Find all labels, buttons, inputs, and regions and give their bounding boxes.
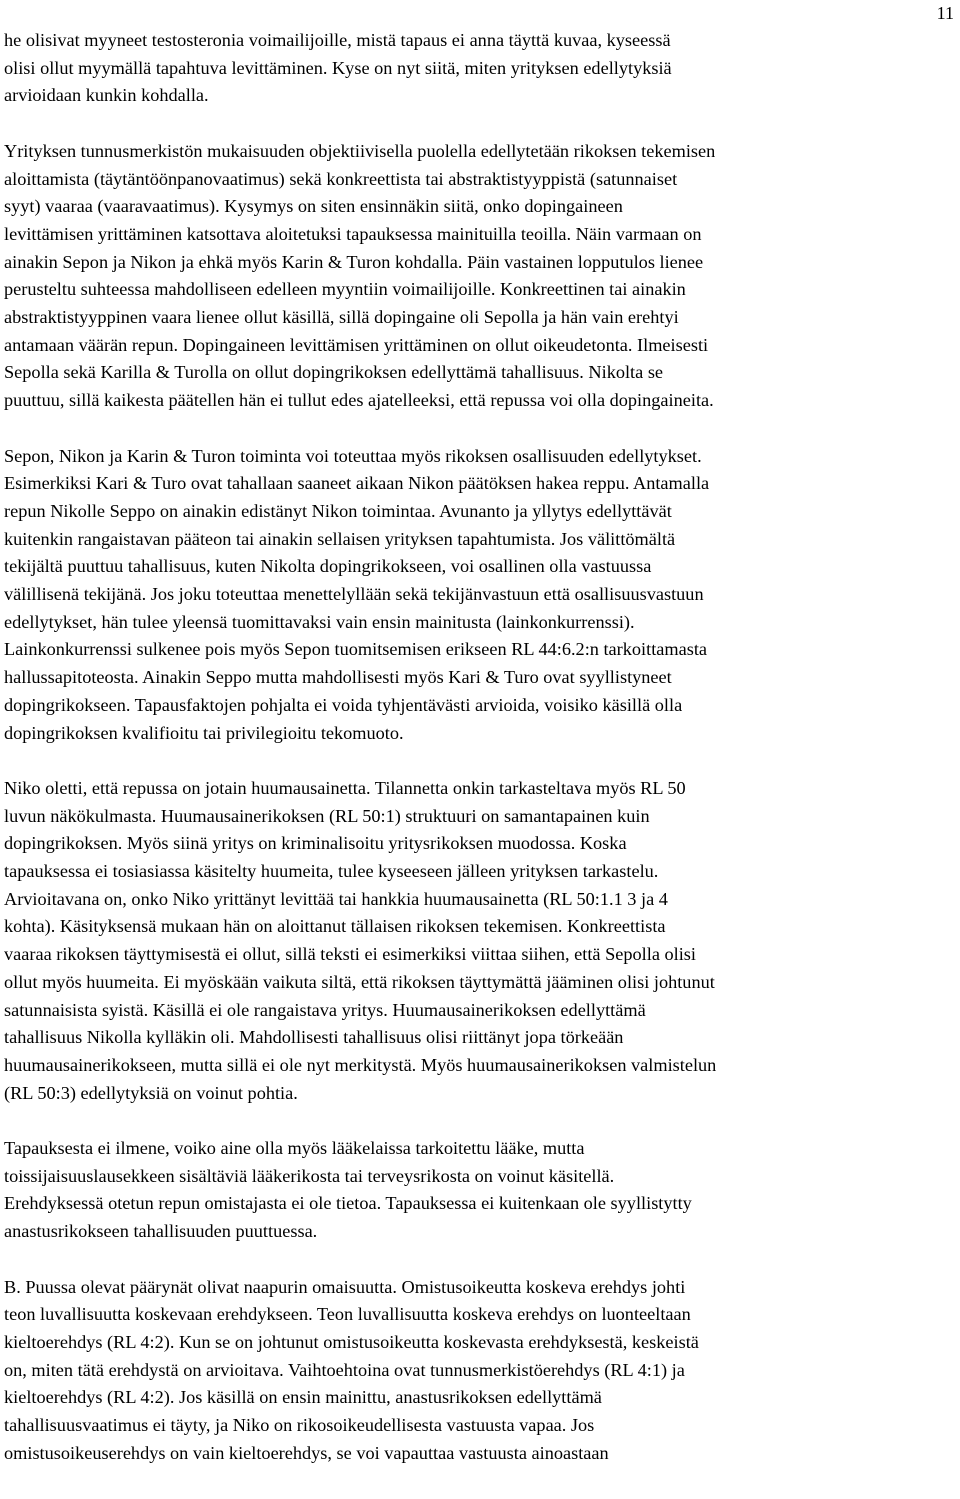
paragraph-1 bbox=[4, 27, 956, 110]
text-line: olisi ollut myymällä tapahtuva levittäminen. Kyse on nyt siitä, miten yrityksen edellytyksiä bbox=[4, 57, 672, 78]
text-line: dopingrikokseen. Tapausfaktojen pohjalta ei voida tyhjentävästi arvioida, voisiko käsillä olla bbox=[4, 694, 683, 715]
text-line: Arvioitavana on, onko Niko yrittänyt levittää tai hankkia huumausainetta (RL 50:1.1 3 ja 4 bbox=[4, 888, 668, 909]
text-line: satunnaisista syistä. Käsillä ei ole rangaistava yritys. Huumausainerikoksen edellyttämä bbox=[4, 999, 646, 1020]
text-line: B. Puussa olevat päärynät olivat naapurin omaisuutta. Omistusoikeutta koskeva erehdys johti bbox=[4, 1276, 686, 1297]
text-line: tekijältä puuttuu tahallisuus, kuten Nikolta dopingrikokseen, voi osallinen olla vastuussa bbox=[4, 556, 652, 577]
text-line: tapauksessa ei tosiasiassa käsitelty huumeita, tulee kyseeseen jälleen yrityksen tarkastelu. bbox=[4, 861, 659, 882]
text-line: Niko oletti, että repussa on jotain huumausainetta. Tilannetta onkin tarkasteltava myös RL 50 bbox=[4, 777, 686, 798]
text-line: vaaraa rikoksen täyttymisestä ei ollut, sillä teksti ei esimerkiksi viittaa siihen, että Sepolla olisi bbox=[4, 944, 696, 965]
text-line: perusteltu suhteessa mahdolliseen edelleen myyntiin voimailijoille. Konkreettinen tai ainakin bbox=[4, 279, 686, 300]
text-line: hallussapitoteosta. Ainakin Seppo mutta mahdollisesti myös Kari & Turo ovat syyllistyneet bbox=[4, 667, 672, 688]
text-line: omistusoikeuserehdys on vain kieltoerehdys, se voi vapauttaa vastuusta ainoastaan bbox=[4, 1442, 609, 1463]
paragraph-2 bbox=[4, 138, 956, 415]
paragraph-gap bbox=[4, 747, 956, 775]
text-line: he olisivat myyneet testosteronia voimailijoille, mistä tapaus ei anna täyttä kuvaa, kyseessä bbox=[4, 30, 671, 50]
text-line: ainakin Sepon ja Nikon ja ehkä myös Karin & Turon kohdalla. Päin vastainen lopputulos lienee bbox=[4, 251, 704, 272]
text-line: (RL 50:3) edellytyksiä on voinut pohtia. bbox=[4, 1082, 298, 1103]
text-line: levittämisen yrittäminen katsottava aloitetuksi tapauksessa mainituilla teoilla. Näin varmaan on bbox=[4, 223, 702, 244]
text-line: repun Nikolle Seppo on ainakin edistänyt Nikon toimintaa. Avunanto ja yllytys edellyttävät bbox=[4, 500, 672, 521]
text-line: huumausainerikokseen, mutta sillä ei ole nyt merkitystä. Myös huumausainerikoksen valmistelun bbox=[4, 1054, 717, 1075]
paragraph-gap bbox=[4, 415, 956, 443]
text-line: edellytykset, hän tulee yleensä tuomittavaksi vain ensin mainitusta (lainkonkurrenssi). bbox=[4, 611, 635, 632]
text-line: tahallisuus Nikolla kylläkin oli. Mahdollisesti tahallisuus olisi riittänyt jopa törkeään bbox=[4, 1027, 624, 1048]
text-line: kieltoerehdys (RL 4:2). Jos käsillä on ensin mainittu, anastusrikoksen edellyttämä bbox=[4, 1387, 602, 1408]
text-line: aloittamista (täytäntöönpanovaatimus) sekä konkreettista tai abstraktistyyppistä (satunnaiset bbox=[4, 168, 678, 189]
text-line: antamaan väärän repun. Dopingaineen levittämisen yrittäminen on ollut oikeudetonta. Ilmeisesti bbox=[4, 334, 709, 355]
paragraph-gap bbox=[4, 1107, 956, 1135]
text-line: kieltoerehdys (RL 4:2). Kun se on johtunut omistusoikeutta koskevasta erehdyksestä, keskeistä bbox=[4, 1331, 699, 1352]
document-body bbox=[4, 27, 956, 1467]
paragraph-gap bbox=[4, 1246, 956, 1274]
text-line: teon luvallisuutta koskevaan erehdykseen. Teon luvallisuutta koskeva erehdys on luonteeltaan bbox=[4, 1304, 691, 1325]
text-line: anastusrikokseen tahallisuuden puuttuessa. bbox=[4, 1221, 318, 1242]
text-line: dopingrikoksen kvalifioitu tai privilegioitu tekomuoto. bbox=[4, 722, 404, 743]
text-line: Lainkonkurrenssi sulkenee pois myös Sepon tuomitsemisen erikseen RL 44:6.2:n tarkoittamasta bbox=[4, 639, 708, 660]
text-line: kuitenkin rangaistavan pääteon tai ainakin sellaisen yrityksen tapahtumista. Jos välittömältä bbox=[4, 528, 676, 549]
text-line: välillisenä tekijänä. Jos joku toteuttaa menettelyllään sekä tekijänvastuun että osallisuusvastuun bbox=[4, 584, 704, 605]
text-line: dopingrikoksen. Myös siinä yritys on kriminalisoitu yritysrikoksen muodossa. Koska bbox=[4, 833, 627, 854]
text-line: on, miten tätä erehdystä on arvioitava. Vaihtoehtoina ovat tunnusmerkistöerehdys (RL 4:1) ja bbox=[4, 1359, 685, 1380]
text-line: tahallisuusvaatimus ei täyty, ja Niko on rikosoikeudellisesta vastuusta vapaa. Jos bbox=[4, 1415, 595, 1436]
paragraph-5 bbox=[4, 1135, 956, 1246]
text-line: Tapauksesta ei ilmene, voiko aine olla myös lääkelaissa tarkoitettu lääke, mutta bbox=[4, 1138, 585, 1159]
paragraph-4 bbox=[4, 775, 956, 1107]
paragraph-gap bbox=[4, 110, 956, 138]
text-line: arvioidaan kunkin kohdalla. bbox=[4, 85, 209, 106]
text-line: Esimerkiksi Kari & Turo ovat tahallaan saaneet aikaan Nikon päätöksen hakea reppu. Antamalla bbox=[4, 473, 710, 494]
text-line: syyt) vaaraa (vaaravaatimus). Kysymys on siten ensinnäkin siitä, onko dopingaineen bbox=[4, 196, 623, 217]
text-line: abstraktistyyppinen vaara lienee ollut käsillä, sillä dopingaine oli Sepolla ja hän vain erehtyi bbox=[4, 307, 679, 328]
paragraph-3 bbox=[4, 443, 956, 748]
text-line: ollut myös huumeita. Ei myöskään vaikuta siltä, että rikoksen täyttymättä jääminen olisi johtunut bbox=[4, 971, 715, 992]
text-line: Erehdyksessä otetun repun omistajasta ei ole tietoa. Tapauksessa ei kuitenkaan ole syyllistytty bbox=[4, 1193, 692, 1214]
text-line: Sepon, Nikon ja Karin & Turon toiminta voi toteuttaa myös rikoksen osallisuuden edellytykset. bbox=[4, 445, 702, 466]
text-line: kohta). Käsityksensä mukaan hän on aloittanut tällaisen rikoksen tekemisen. Konkreettista bbox=[4, 916, 666, 937]
paragraph-6 bbox=[4, 1274, 956, 1468]
text-line: toissijaisuuslausekkeen sisältäviä lääkerikosta tai terveysrikosta on voinut käsitellä. bbox=[4, 1165, 615, 1186]
text-line: Yrityksen tunnusmerkistön mukaisuuden objektiivisella puolella edellytetään rikoksen tekemisen bbox=[4, 140, 716, 161]
page-number: 11 bbox=[936, 3, 954, 23]
text-line: puuttuu, sillä kaikesta päätellen hän ei tullut edes ajatelleeksi, että repussa voi olla dopingaineita. bbox=[4, 390, 714, 411]
text-line: Sepolla sekä Karilla & Turolla on ollut dopingrikoksen edellyttämä tahallisuus. Nikolta se bbox=[4, 362, 664, 383]
text-line: luvun näkökulmasta. Huumausainerikoksen (RL 50:1) struktuuri on samantapainen kuin bbox=[4, 805, 650, 826]
